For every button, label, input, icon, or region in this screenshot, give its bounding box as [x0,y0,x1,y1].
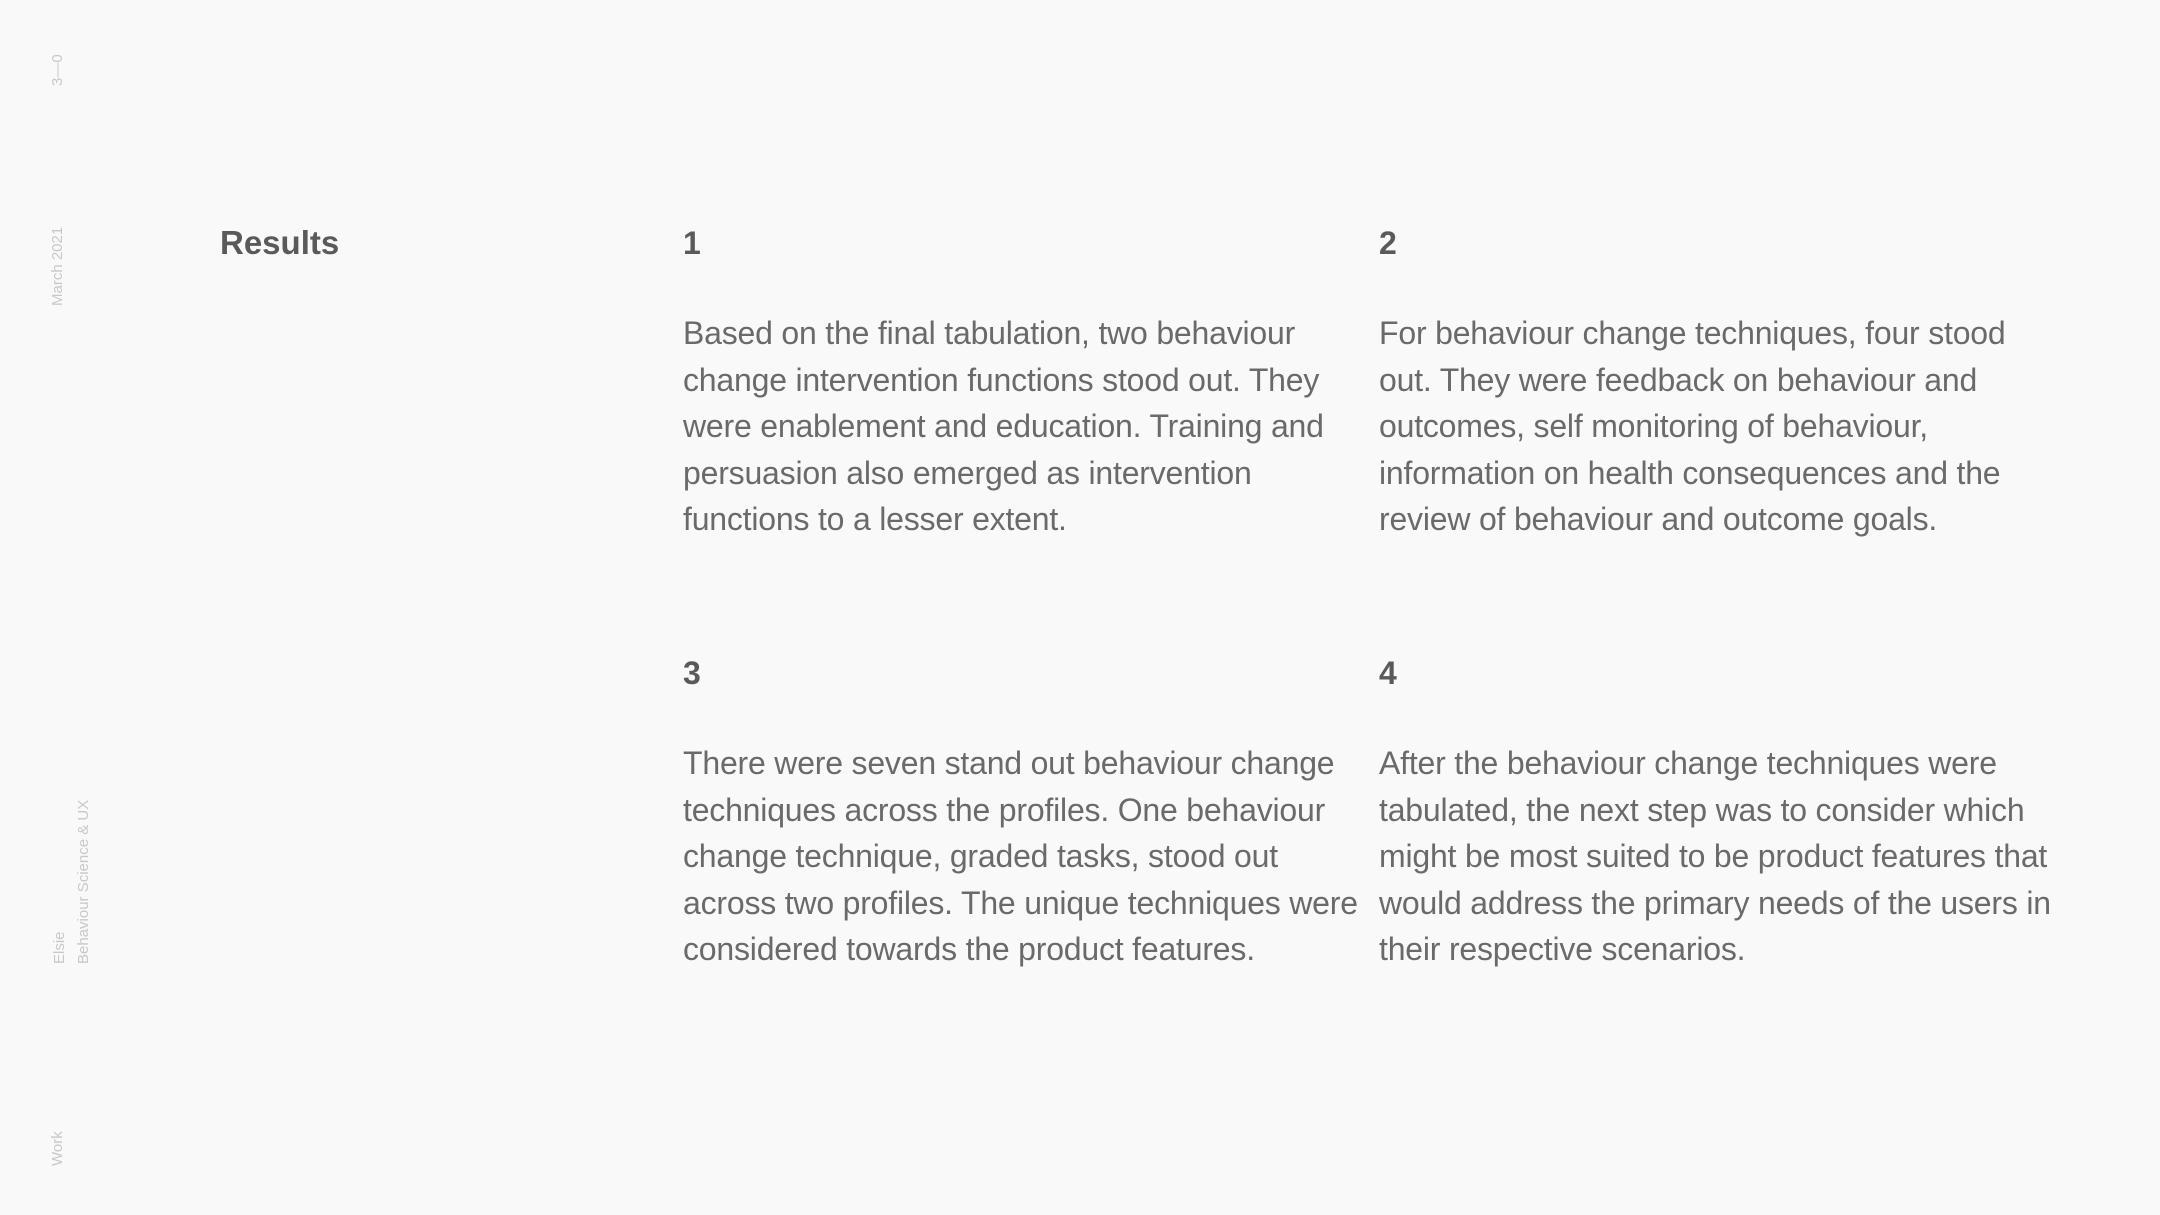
result-number: 4 [1379,655,1397,691]
result-number: 1 [683,225,701,261]
project-name: Elsie [51,931,68,964]
section-label: Work [49,1131,66,1166]
result-text: Based on the final tabulation, two behaviour change intervention functions stood out. They were enablement and education. Training and persuasion also emerged as intervention functions to a lesser extent. [683,315,1324,537]
result-item [1379,220,2059,543]
date-label: March 2021 [49,226,66,306]
page-title: Results [220,224,340,261]
result-item [683,650,1363,973]
result-number: 2 [1379,225,1397,261]
result-text: There were seven stand out behaviour change techniques across the profiles. One behaviour change technique, graded tasks, stood out across two profiles. The unique techniques were considered towards the product features. [683,745,1358,967]
page-number: 3—0 [49,54,66,86]
project-discipline: Behaviour Science & UX [75,799,92,964]
result-text: For behaviour change techniques, four stood out. They were feedback on behaviour and outcomes, self monitoring of behaviour, information on health consequences and the review of behaviour and outcome goals. [1379,315,2006,537]
result-item [683,220,1363,543]
result-item [1379,650,2059,973]
result-text: After the behaviour change techniques were tabulated, the next step was to consider which might be most suited to be product features that would address the primary needs of the users in their respective scenarios. [1379,745,2051,967]
project-label [48,800,96,964]
result-number: 3 [683,655,701,691]
